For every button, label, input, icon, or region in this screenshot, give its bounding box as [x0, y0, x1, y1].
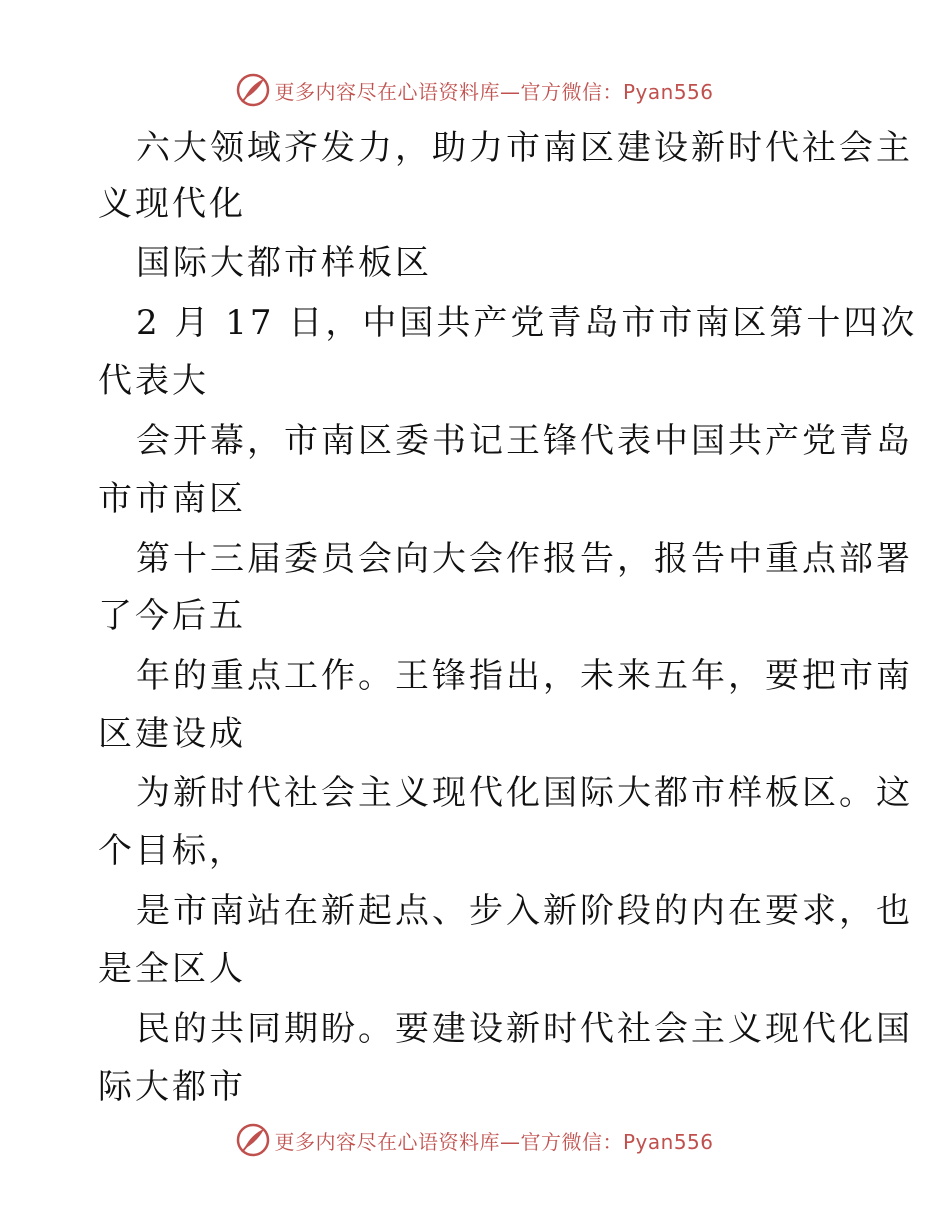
paragraph-line: 会开幕，市南区委书记王锋代表中国共产党青岛 [136, 421, 913, 461]
paragraph-line: 国际大都市样板区 [136, 243, 432, 283]
paragraph-line: 市市南区 [98, 479, 246, 519]
paragraph-line: 际大都市 [98, 1067, 246, 1107]
paragraph-line: 个目标， [98, 831, 246, 871]
footer-watermark [0, 1118, 950, 1162]
paragraph-line: 2 月 17 日，中国共产党青岛市市南区第十四次 [136, 303, 918, 343]
paragraph-line: 年的重点工作。王锋指出，未来五年，要把市南 [136, 656, 913, 696]
paragraph-line: 义现代化 [98, 184, 246, 224]
paragraph-line: 为新时代社会主义现代化国际大都市样板区。这 [136, 773, 913, 813]
paragraph-line: 第十三届委员会向大会作报告，报告中重点部署 [136, 539, 913, 579]
watermark-wechat-id: Pyan556 [622, 79, 714, 104]
paragraph-line: 是市南站在新起点、步入新阶段的内在要求，也 [136, 891, 913, 931]
paragraph-line: 了今后五 [98, 596, 246, 636]
paragraph-line: 民的共同期盼。要建设新时代社会主义现代化国 [136, 1009, 913, 1049]
quill-pen-logo-icon [236, 1123, 270, 1157]
watermark-wechat-id: Pyan556 [622, 1129, 714, 1154]
paragraph-line: 六大领域齐发力，助力市南区建设新时代社会主 [136, 128, 913, 168]
watermark-text: 更多内容尽在心语资料库—官方微信：Pyan556 [274, 79, 714, 104]
paragraph-line: 代表大 [98, 361, 209, 401]
watermark-text: 更多内容尽在心语资料库—官方微信：Pyan556 [274, 1129, 714, 1154]
paragraph-line: 区建设成 [98, 714, 246, 754]
paragraph-line: 是全区人 [98, 949, 246, 989]
